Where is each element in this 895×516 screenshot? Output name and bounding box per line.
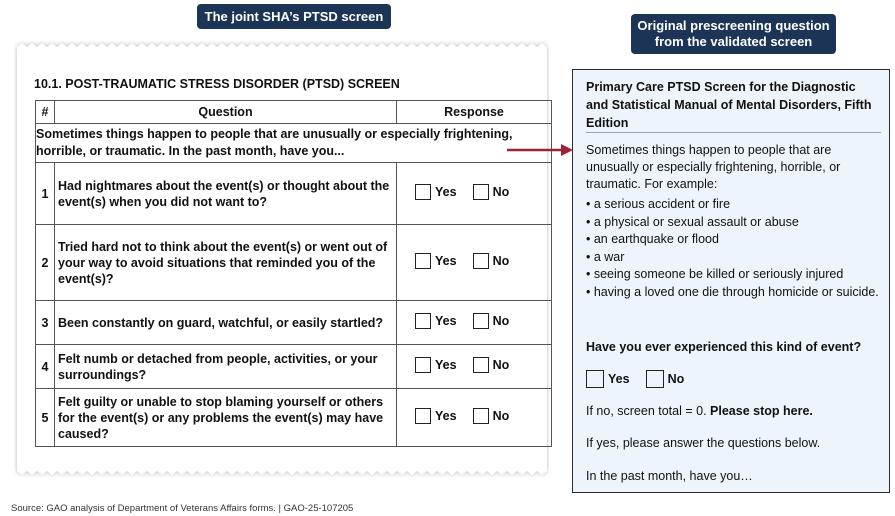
col-question-header: Question bbox=[55, 101, 397, 124]
table-row bbox=[36, 389, 552, 447]
yes-checkbox[interactable] bbox=[586, 370, 604, 388]
yes-checkbox[interactable] bbox=[415, 313, 431, 329]
past-month-prompt: In the past month, have you… bbox=[586, 469, 753, 483]
yes-label: Yes bbox=[608, 372, 630, 386]
question-text: Felt guilty or unable to stop blaming yourself or others for the event(s) or any problems the event(s) may have caused? bbox=[55, 389, 397, 447]
yes-label: Yes bbox=[435, 185, 457, 199]
ptsd-question-table bbox=[35, 100, 552, 447]
response-cell bbox=[397, 301, 552, 345]
original-screen-box bbox=[572, 69, 890, 493]
if-no-text: If no, screen total = 0. bbox=[586, 404, 707, 418]
yes-label: Yes bbox=[435, 254, 457, 268]
no-checkbox[interactable] bbox=[473, 313, 489, 329]
question-text: Had nightmares about the event(s) or thought about the event(s) when you did not want to? bbox=[55, 163, 397, 225]
response-cell bbox=[397, 225, 552, 301]
response-cell bbox=[397, 163, 552, 225]
list-item: • a serious accident or fire bbox=[586, 197, 731, 211]
yes-checkbox[interactable] bbox=[415, 184, 431, 200]
if-no-instruction bbox=[586, 404, 813, 418]
question-number: 5 bbox=[36, 389, 55, 447]
question-number: 4 bbox=[36, 345, 55, 389]
no-label: No bbox=[492, 358, 510, 372]
event-examples-list bbox=[586, 196, 881, 301]
ptsd-form-paper bbox=[14, 40, 549, 477]
if-yes-instruction: If yes, please answer the questions below. bbox=[586, 436, 821, 450]
col-response-header: Response bbox=[397, 101, 552, 124]
response-cell bbox=[397, 389, 552, 447]
question-number: 2 bbox=[36, 225, 55, 301]
no-checkbox[interactable] bbox=[646, 370, 664, 388]
no-label: No bbox=[492, 314, 510, 328]
list-item: • an earthquake or flood bbox=[586, 232, 719, 246]
table-row bbox=[36, 225, 552, 301]
prescreen-question: Have you ever experienced this kind of event? bbox=[586, 340, 862, 354]
original-screen-title: Primary Care PTSD Screen for the Diagnostic and Statistical Manual of Mental Disorders, Fifth Edition bbox=[586, 80, 872, 130]
table-row bbox=[36, 301, 552, 345]
form-intro: Sometimes things happen to people that are unusually or especially frightening, horrible, or traumatic. In the past month, have you... bbox=[36, 124, 552, 163]
list-item: • a war bbox=[586, 249, 625, 264]
yes-checkbox[interactable] bbox=[415, 253, 431, 269]
col-number-header: # bbox=[36, 101, 55, 124]
response-cell bbox=[397, 345, 552, 389]
question-number: 3 bbox=[36, 301, 55, 345]
list-item: • seeing someone be killed or seriously injured bbox=[586, 267, 844, 281]
right-panel-title: Original prescreening question from the validated screen bbox=[631, 14, 836, 54]
question-number: 1 bbox=[36, 163, 55, 225]
original-intro: Sometimes things happen to people that are unusually or especially frightening, horrible, or traumatic. For example: bbox=[586, 143, 841, 191]
prescreen-response bbox=[586, 370, 700, 391]
no-label: No bbox=[667, 372, 685, 386]
no-label: No bbox=[492, 409, 510, 423]
list-item: • having a loved one die through homicide or suicide. bbox=[586, 284, 879, 299]
no-checkbox[interactable] bbox=[473, 184, 489, 200]
question-text: Felt numb or detached from people, activities, or your surroundings? bbox=[55, 345, 397, 389]
no-label: No bbox=[492, 185, 510, 199]
yes-label: Yes bbox=[435, 409, 457, 423]
table-row bbox=[36, 163, 552, 225]
title-divider bbox=[586, 132, 881, 133]
source-note: Source: GAO analysis of Department of Veterans Affairs forms. | GAO-25-107205 bbox=[11, 503, 354, 514]
question-text: Been constantly on guard, watchful, or easily startled? bbox=[55, 301, 397, 345]
yes-checkbox[interactable] bbox=[415, 357, 431, 373]
left-panel-title: The joint SHA’s PTSD screen bbox=[197, 4, 391, 29]
yes-checkbox[interactable] bbox=[415, 408, 431, 424]
comparison-arrow bbox=[505, 140, 575, 160]
yes-label: Yes bbox=[435, 314, 457, 328]
table-row bbox=[36, 345, 552, 389]
no-checkbox[interactable] bbox=[473, 253, 489, 269]
form-heading: 10.1. POST-TRAUMATIC STRESS DISORDER (PTSD) SCREEN bbox=[34, 77, 400, 91]
no-checkbox[interactable] bbox=[473, 408, 489, 424]
list-item: • a physical or sexual assault or abuse bbox=[586, 214, 799, 229]
no-label: No bbox=[492, 254, 510, 268]
no-checkbox[interactable] bbox=[473, 357, 489, 373]
yes-label: Yes bbox=[435, 358, 457, 372]
stop-text: Please stop here. bbox=[710, 404, 813, 418]
question-text: Tried hard not to think about the event(s) or went out of your way to avoid situations that reminded you of the event(s)? bbox=[55, 225, 397, 301]
